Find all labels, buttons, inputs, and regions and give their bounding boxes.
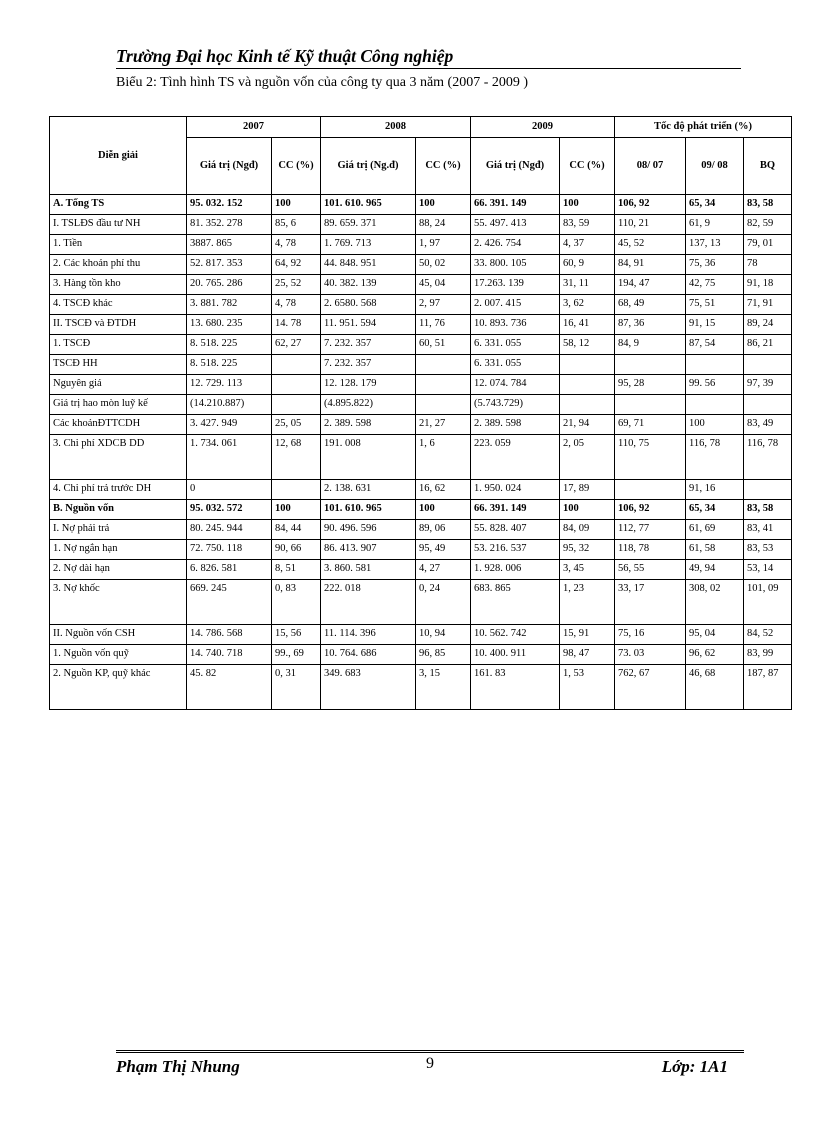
cell-cc-2007: 99., 69 (272, 645, 321, 665)
cell-row-label: 1. Tiền (50, 235, 187, 255)
cell-growth-08-07: 110, 75 (615, 435, 686, 480)
cell-cc-2007 (272, 395, 321, 415)
cell-row-label: A. Tổng TS (50, 195, 187, 215)
cell-value-2008: 1. 769. 713 (321, 235, 416, 255)
cell-cc-2008 (416, 375, 471, 395)
cell-growth-bq: 71, 91 (744, 295, 792, 315)
cell-row-label: 4. Chi phí trả trước DH (50, 480, 187, 500)
cell-growth-09-08: 75, 36 (686, 255, 744, 275)
table-row (50, 215, 792, 235)
cell-growth-bq: 83, 41 (744, 520, 792, 540)
cell-row-label: 3. Nợ khốc (50, 580, 187, 625)
cell-value-2008: 7. 232. 357 (321, 335, 416, 355)
cell-growth-08-07: 106, 92 (615, 500, 686, 520)
cell-cc-2007: 90, 66 (272, 540, 321, 560)
table-row (50, 520, 792, 540)
page-number: 9 (426, 1055, 434, 1072)
cell-value-2009: 33. 800. 105 (471, 255, 560, 275)
cell-value-2007: 8. 518. 225 (187, 335, 272, 355)
cell-value-2007: 52. 817. 353 (187, 255, 272, 275)
cell-growth-09-08: 61, 9 (686, 215, 744, 235)
cell-value-2009: 223. 059 (471, 435, 560, 480)
cell-growth-09-08: 61, 69 (686, 520, 744, 540)
table-row (50, 195, 792, 215)
cell-cc-2009: 3, 45 (560, 560, 615, 580)
cell-value-2007: 0 (187, 480, 272, 500)
table-row (50, 355, 792, 375)
cell-cc-2008: 11, 76 (416, 315, 471, 335)
cell-cc-2008: 45, 04 (416, 275, 471, 295)
cell-growth-bq: 101, 09 (744, 580, 792, 625)
cell-growth-bq: 97, 39 (744, 375, 792, 395)
cell-value-2008: 86. 413. 907 (321, 540, 416, 560)
cell-value-2007: 6. 826. 581 (187, 560, 272, 580)
col-header-2009: 2009 (471, 117, 615, 138)
page-header (116, 46, 741, 69)
cell-value-2008: 90. 496. 596 (321, 520, 416, 540)
cell-growth-bq: 53, 14 (744, 560, 792, 580)
table-row (50, 415, 792, 435)
cell-growth-09-08: 49, 94 (686, 560, 744, 580)
cell-row-label: 2. Nguồn KP, quỹ khác (50, 665, 187, 710)
cell-value-2007: 45. 82 (187, 665, 272, 710)
cell-value-2009: 55. 828. 407 (471, 520, 560, 540)
cell-growth-08-07: 56, 55 (615, 560, 686, 580)
cell-growth-09-08: 91, 16 (686, 480, 744, 500)
cell-row-label: 2. Các khoản phí thu (50, 255, 187, 275)
cell-cc-2007: 14. 78 (272, 315, 321, 335)
cell-value-2007: 13. 680. 235 (187, 315, 272, 335)
cell-value-2008: 222. 018 (321, 580, 416, 625)
col-header-growth: Tốc độ phát triển (%) (615, 117, 792, 138)
cell-cc-2008: 0, 24 (416, 580, 471, 625)
cell-growth-08-07: 95, 28 (615, 375, 686, 395)
cell-growth-09-08: 100 (686, 415, 744, 435)
cell-growth-08-07 (615, 480, 686, 500)
cell-cc-2007: 4, 78 (272, 235, 321, 255)
cell-cc-2008: 95, 49 (416, 540, 471, 560)
cell-growth-08-07: 762, 67 (615, 665, 686, 710)
table-row (50, 480, 792, 500)
cell-row-label: I. Nợ phải trả (50, 520, 187, 540)
cell-growth-08-07: 45, 52 (615, 235, 686, 255)
cell-value-2009: 1. 950. 024 (471, 480, 560, 500)
cell-growth-08-07: 110, 21 (615, 215, 686, 235)
cell-value-2007: 14. 786. 568 (187, 625, 272, 645)
cell-row-label: TSCĐ HH (50, 355, 187, 375)
cell-row-label: 2. Nợ dài hạn (50, 560, 187, 580)
cell-value-2007: 669. 245 (187, 580, 272, 625)
cell-value-2008: 44. 848. 951 (321, 255, 416, 275)
cell-growth-09-08: 116, 78 (686, 435, 744, 480)
cell-cc-2008: 96, 85 (416, 645, 471, 665)
cell-cc-2007: 0, 31 (272, 665, 321, 710)
cell-value-2007: 14. 740. 718 (187, 645, 272, 665)
cell-value-2007: 81. 352. 278 (187, 215, 272, 235)
cell-cc-2007: 0, 83 (272, 580, 321, 625)
cell-row-label: Nguyên giá (50, 375, 187, 395)
cell-growth-08-07: 118, 78 (615, 540, 686, 560)
cell-row-label: 3. Chi phí XDCB DD (50, 435, 187, 480)
cell-cc-2008: 3, 15 (416, 665, 471, 710)
author-name: Phạm Thị Nhung (116, 1057, 240, 1076)
cell-growth-08-07: 106, 92 (615, 195, 686, 215)
cell-value-2008: 10. 764. 686 (321, 645, 416, 665)
cell-cc-2009 (560, 375, 615, 395)
cell-value-2009: 2. 426. 754 (471, 235, 560, 255)
cell-growth-bq: 78 (744, 255, 792, 275)
cell-cc-2008 (416, 355, 471, 375)
cell-value-2009: 55. 497. 413 (471, 215, 560, 235)
cell-cc-2008 (416, 395, 471, 415)
table-caption: Biểu 2: Tình hình TS và nguồn vốn của công ty qua 3 năm (2007 - 2009 ) (116, 75, 529, 90)
cell-value-2009: 6. 331. 055 (471, 335, 560, 355)
cell-value-2007: 3. 427. 949 (187, 415, 272, 435)
cell-cc-2009: 100 (560, 500, 615, 520)
cell-cc-2008: 50, 02 (416, 255, 471, 275)
cell-value-2007: 1. 734. 061 (187, 435, 272, 480)
cell-cc-2008: 16, 62 (416, 480, 471, 500)
cell-value-2009: 683. 865 (471, 580, 560, 625)
cell-cc-2009: 4, 37 (560, 235, 615, 255)
cell-growth-08-07: 84, 91 (615, 255, 686, 275)
cell-value-2007: 80. 245. 944 (187, 520, 272, 540)
cell-growth-08-07: 75, 16 (615, 625, 686, 645)
cell-value-2008: 3. 860. 581 (321, 560, 416, 580)
cell-growth-08-07 (615, 355, 686, 375)
cell-value-2008: 11. 951. 594 (321, 315, 416, 335)
cell-cc-2007: 64, 92 (272, 255, 321, 275)
cell-growth-bq (744, 395, 792, 415)
cell-growth-bq: 89, 24 (744, 315, 792, 335)
col-header-2008: 2008 (321, 117, 471, 138)
cell-value-2009: (5.743.729) (471, 395, 560, 415)
table-row (50, 540, 792, 560)
cell-growth-09-08: 75, 51 (686, 295, 744, 315)
cell-growth-bq: 83, 58 (744, 500, 792, 520)
cell-cc-2008: 21, 27 (416, 415, 471, 435)
cell-growth-09-08: 96, 62 (686, 645, 744, 665)
cell-value-2008: 7. 232. 357 (321, 355, 416, 375)
table-row (50, 580, 792, 625)
cell-cc-2008: 1, 97 (416, 235, 471, 255)
cell-value-2009: 53. 216. 537 (471, 540, 560, 560)
cell-growth-bq: 83, 49 (744, 415, 792, 435)
col-header-value-2007: Giá trị (Ngđ) (187, 138, 272, 195)
cell-cc-2008: 4, 27 (416, 560, 471, 580)
cell-cc-2009: 58, 12 (560, 335, 615, 355)
cell-cc-2009: 1, 53 (560, 665, 615, 710)
cell-cc-2007: 100 (272, 500, 321, 520)
cell-cc-2008: 60, 51 (416, 335, 471, 355)
school-name: Trường Đại học Kinh tế Kỹ thuật Công nghiệp (116, 46, 454, 66)
cell-value-2009: 66. 391. 149 (471, 500, 560, 520)
footer-rule (116, 1052, 744, 1053)
cell-growth-bq: 187, 87 (744, 665, 792, 710)
cell-cc-2008: 88, 24 (416, 215, 471, 235)
cell-growth-bq (744, 355, 792, 375)
cell-growth-bq: 82, 59 (744, 215, 792, 235)
cell-growth-08-07 (615, 395, 686, 415)
cell-growth-09-08: 95, 04 (686, 625, 744, 645)
cell-cc-2008: 100 (416, 195, 471, 215)
cell-cc-2007: 8, 51 (272, 560, 321, 580)
cell-growth-bq: 84, 52 (744, 625, 792, 645)
cell-value-2008: 101. 610. 965 (321, 500, 416, 520)
col-header-2007: 2007 (187, 117, 321, 138)
cell-cc-2008: 1, 6 (416, 435, 471, 480)
cell-growth-09-08: 87, 54 (686, 335, 744, 355)
cell-growth-09-08: 99. 56 (686, 375, 744, 395)
cell-row-label: 1. Nguồn vốn quỹ (50, 645, 187, 665)
cell-cc-2007: 100 (272, 195, 321, 215)
cell-growth-bq: 83, 58 (744, 195, 792, 215)
cell-value-2008: 89. 659. 371 (321, 215, 416, 235)
col-header-growth-bq: BQ (744, 138, 792, 195)
table-row (50, 375, 792, 395)
cell-value-2009: 2. 389. 598 (471, 415, 560, 435)
cell-row-label: 4. TSCĐ khác (50, 295, 187, 315)
cell-value-2007: 95. 032. 152 (187, 195, 272, 215)
table-row (50, 435, 792, 480)
table-row (50, 255, 792, 275)
cell-value-2008: (4.895.822) (321, 395, 416, 415)
cell-value-2007: 3. 881. 782 (187, 295, 272, 315)
cell-value-2009: 2. 007. 415 (471, 295, 560, 315)
table-row (50, 295, 792, 315)
cell-cc-2009: 60, 9 (560, 255, 615, 275)
cell-value-2009: 10. 562. 742 (471, 625, 560, 645)
class-label: Lớp: 1A1 (661, 1057, 728, 1076)
cell-row-label: Giá trị hao mòn luỹ kế (50, 395, 187, 415)
cell-row-label: I. TSLĐS đầu tư NH (50, 215, 187, 235)
cell-growth-09-08: 42, 75 (686, 275, 744, 295)
cell-cc-2009: 1, 23 (560, 580, 615, 625)
cell-value-2009: 1. 928. 006 (471, 560, 560, 580)
cell-value-2007: 20. 765. 286 (187, 275, 272, 295)
cell-growth-bq: 116, 78 (744, 435, 792, 480)
cell-growth-09-08: 61, 58 (686, 540, 744, 560)
cell-growth-08-07: 112, 77 (615, 520, 686, 540)
cell-growth-08-07: 87, 36 (615, 315, 686, 335)
cell-value-2008: 2. 6580. 568 (321, 295, 416, 315)
cell-cc-2009: 84, 09 (560, 520, 615, 540)
cell-value-2008: 101. 610. 965 (321, 195, 416, 215)
cell-value-2009: 6. 331. 055 (471, 355, 560, 375)
table-row (50, 645, 792, 665)
cell-growth-08-07: 69, 71 (615, 415, 686, 435)
cell-value-2008: 11. 114. 396 (321, 625, 416, 645)
cell-cc-2009: 3, 62 (560, 295, 615, 315)
table-row (50, 500, 792, 520)
cell-row-label: II. TSCĐ và ĐTDH (50, 315, 187, 335)
cell-value-2008: 2. 389. 598 (321, 415, 416, 435)
cell-growth-09-08: 46, 68 (686, 665, 744, 710)
table-row (50, 275, 792, 295)
table-row (50, 315, 792, 335)
cell-cc-2007: 15, 56 (272, 625, 321, 645)
cell-row-label: B. Nguồn vốn (50, 500, 187, 520)
cell-cc-2009: 31, 11 (560, 275, 615, 295)
cell-growth-09-08 (686, 395, 744, 415)
col-header-growth-09-08: 09/ 08 (686, 138, 744, 195)
table-row (50, 665, 792, 710)
cell-growth-08-07: 33, 17 (615, 580, 686, 625)
page-footer (116, 1050, 744, 1076)
cell-cc-2009 (560, 355, 615, 375)
financial-table (49, 116, 792, 710)
cell-cc-2009: 21, 94 (560, 415, 615, 435)
cell-value-2009: 10. 893. 736 (471, 315, 560, 335)
cell-cc-2007: 12, 68 (272, 435, 321, 480)
cell-value-2009: 12. 074. 784 (471, 375, 560, 395)
cell-value-2007: 72. 750. 118 (187, 540, 272, 560)
cell-growth-08-07: 68, 49 (615, 295, 686, 315)
cell-cc-2009: 98, 47 (560, 645, 615, 665)
cell-growth-bq: 83, 53 (744, 540, 792, 560)
cell-growth-09-08: 65, 34 (686, 500, 744, 520)
col-header-cc-2009: CC (%) (560, 138, 615, 195)
col-header-value-2009: Giá trị (Ngđ) (471, 138, 560, 195)
cell-growth-09-08: 308, 02 (686, 580, 744, 625)
cell-value-2009: 17.263. 139 (471, 275, 560, 295)
cell-cc-2009: 2, 05 (560, 435, 615, 480)
cell-cc-2009: 15, 91 (560, 625, 615, 645)
header-row-years (50, 117, 792, 138)
cell-cc-2007: 84, 44 (272, 520, 321, 540)
cell-cc-2009: 95, 32 (560, 540, 615, 560)
cell-row-label: II. Nguồn vốn CSH (50, 625, 187, 645)
cell-growth-bq (744, 480, 792, 500)
cell-growth-09-08: 65, 34 (686, 195, 744, 215)
cell-row-label: 3. Hàng tồn kho (50, 275, 187, 295)
table-row (50, 625, 792, 645)
cell-growth-09-08 (686, 355, 744, 375)
cell-row-label: 1. Nợ ngắn hạn (50, 540, 187, 560)
cell-value-2008: 191. 008 (321, 435, 416, 480)
cell-growth-08-07: 84, 9 (615, 335, 686, 355)
cell-growth-09-08: 91, 15 (686, 315, 744, 335)
col-header-dien-giai: Diễn giải (50, 117, 187, 195)
cell-value-2008: 2. 138. 631 (321, 480, 416, 500)
table-row (50, 395, 792, 415)
cell-cc-2009 (560, 395, 615, 415)
cell-cc-2008: 89, 06 (416, 520, 471, 540)
cell-growth-bq: 83, 99 (744, 645, 792, 665)
cell-cc-2008: 10, 94 (416, 625, 471, 645)
cell-row-label: Các khoảnĐTTCDH (50, 415, 187, 435)
cell-cc-2008: 2, 97 (416, 295, 471, 315)
cell-cc-2007 (272, 375, 321, 395)
col-header-growth-08-07: 08/ 07 (615, 138, 686, 195)
table-row (50, 560, 792, 580)
cell-cc-2007: 85, 6 (272, 215, 321, 235)
cell-cc-2007: 25, 52 (272, 275, 321, 295)
cell-cc-2009: 83, 59 (560, 215, 615, 235)
cell-growth-bq: 86, 21 (744, 335, 792, 355)
table-row (50, 235, 792, 255)
cell-cc-2007: 62, 27 (272, 335, 321, 355)
col-header-cc-2008: CC (%) (416, 138, 471, 195)
cell-growth-bq: 91, 18 (744, 275, 792, 295)
cell-value-2008: 12. 128. 179 (321, 375, 416, 395)
cell-cc-2007: 4, 78 (272, 295, 321, 315)
cell-value-2007: 95. 032. 572 (187, 500, 272, 520)
cell-value-2007: 3887. 865 (187, 235, 272, 255)
cell-value-2009: 10. 400. 911 (471, 645, 560, 665)
cell-value-2008: 349. 683 (321, 665, 416, 710)
cell-cc-2007 (272, 355, 321, 375)
cell-cc-2009: 16, 41 (560, 315, 615, 335)
table-body (50, 195, 792, 710)
cell-growth-09-08: 137, 13 (686, 235, 744, 255)
cell-cc-2008: 100 (416, 500, 471, 520)
table-row (50, 335, 792, 355)
cell-value-2007: 8. 518. 225 (187, 355, 272, 375)
cell-value-2007: 12. 729. 113 (187, 375, 272, 395)
col-header-value-2008: Giá trị (Ng.đ) (321, 138, 416, 195)
cell-cc-2007 (272, 480, 321, 500)
cell-growth-08-07: 73. 03 (615, 645, 686, 665)
cell-value-2008: 40. 382. 139 (321, 275, 416, 295)
cell-value-2009: 66. 391. 149 (471, 195, 560, 215)
cell-growth-08-07: 194, 47 (615, 275, 686, 295)
cell-value-2009: 161. 83 (471, 665, 560, 710)
cell-cc-2009: 17, 89 (560, 480, 615, 500)
col-header-cc-2007: CC (%) (272, 138, 321, 195)
cell-row-label: 1. TSCĐ (50, 335, 187, 355)
cell-value-2007: (14.210.887) (187, 395, 272, 415)
cell-cc-2009: 100 (560, 195, 615, 215)
cell-cc-2007: 25, 05 (272, 415, 321, 435)
cell-growth-bq: 79, 01 (744, 235, 792, 255)
